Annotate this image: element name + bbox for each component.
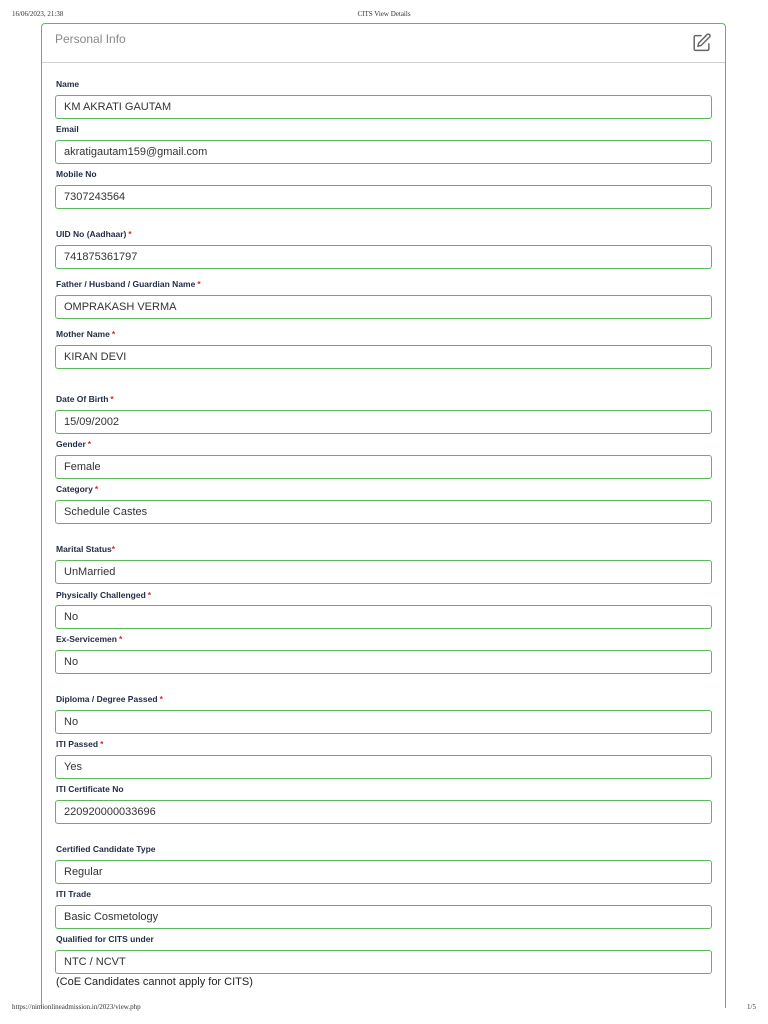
coe-note: (CoE Candidates cannot apply for CITS) [56,976,253,988]
email-label: Email [56,124,79,134]
print-url: https://nimionlineadmission.in/2023/view.php [12,1003,141,1011]
father-name-field[interactable]: OMPRAKASH VERMA [55,295,712,319]
iti-certificate-field[interactable]: 220920000033696 [55,800,712,824]
uid-label: UID No (Aadhaar) * [56,229,132,239]
mobile-label: Mobile No [56,169,97,179]
mobile-field[interactable]: 7307243564 [55,185,712,209]
gender-field[interactable]: Female [55,455,712,479]
email-field[interactable]: akratigautam159@gmail.com [55,140,712,164]
required-marker: * [197,279,201,289]
ex-servicemen-label: Ex-Servicemen * [56,634,123,644]
mother-name-field[interactable]: KIRAN DEVI [55,345,712,369]
dob-label: Date Of Birth * [56,394,114,404]
qualified-for-cits-field[interactable]: NTC / NCVT [55,950,712,974]
uid-field[interactable]: 741875361797 [55,245,712,269]
required-marker: * [100,739,104,749]
father-name-label: Father / Husband / Guardian Name * [56,279,201,289]
category-label: Category * [56,484,99,494]
iti-certificate-label: ITI Certificate No [56,784,124,794]
iti-trade-field[interactable]: Basic Cosmetology [55,905,712,929]
category-field[interactable]: Schedule Castes [55,500,712,524]
candidate-type-field[interactable]: Regular [55,860,712,884]
card-title: Personal Info [55,32,126,46]
name-field[interactable]: KM AKRATI GAUTAM [55,95,712,119]
marital-status-field[interactable]: UnMarried [55,560,712,584]
iti-trade-label: ITI Trade [56,889,91,899]
print-footer [0,1003,768,1015]
required-marker: * [94,484,99,494]
diploma-field[interactable]: No [55,710,712,734]
gender-label: Gender * [56,439,92,449]
required-marker: * [111,544,116,554]
iti-passed-label: ITI Passed * [56,739,104,749]
name-label: Name [56,79,80,89]
print-header [0,10,768,22]
required-marker: * [118,634,123,644]
physically-challenged-label: Physically Challenged * [56,590,152,600]
required-marker: * [87,439,92,449]
print-page-title: CITS View Details [357,10,411,18]
card-header [42,24,725,63]
iti-passed-field[interactable]: Yes [55,755,712,779]
required-marker: * [111,329,116,339]
qualified-for-cits-label: Qualified for CITS under [56,934,154,944]
mother-name-label: Mother Name * [56,329,116,339]
required-marker: * [110,394,114,404]
required-marker: * [159,694,163,704]
required-marker: * [147,590,152,600]
edit-icon[interactable] [691,32,713,54]
candidate-type-label: Certified Candidate Type [56,844,156,854]
ex-servicemen-field[interactable]: No [55,650,712,674]
print-page-number: 1/5 [747,1003,756,1011]
print-datetime: 16/06/2023, 21:38 [12,10,64,18]
required-marker: * [128,229,132,239]
diploma-label: Diploma / Degree Passed * [56,694,163,704]
dob-field[interactable]: 15/09/2002 [55,410,712,434]
physically-challenged-field[interactable]: No [55,605,712,629]
marital-status-label: Marital Status* [56,544,116,554]
